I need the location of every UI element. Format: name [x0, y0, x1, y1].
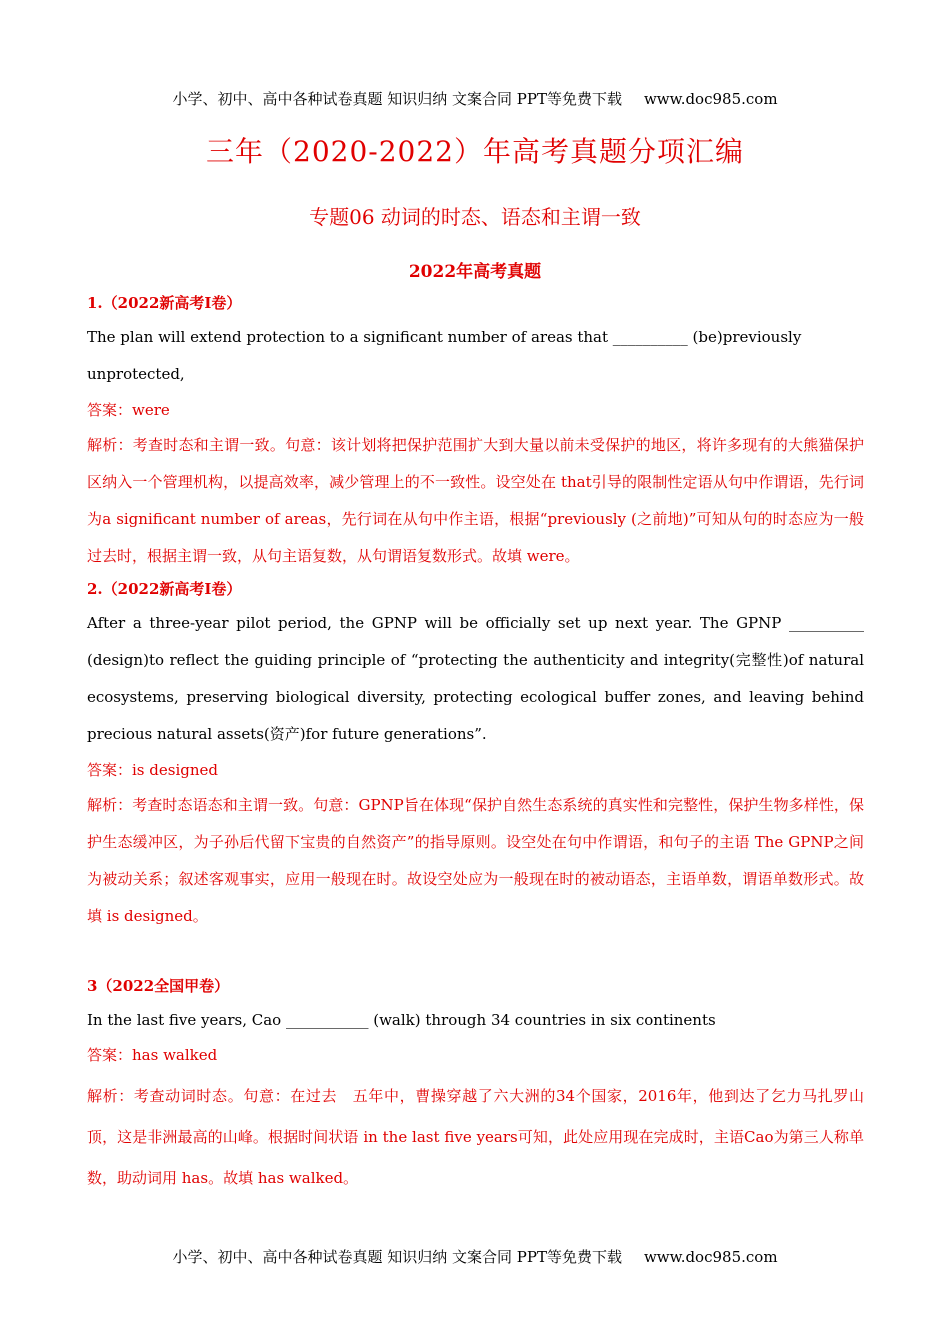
explanation-text: 解析：考查时态语态和主谓一致。句意：GPNP旨在体现“保护自然生态系统的真实性和完整性，保护生物多样性，保护生态缓冲区，为子孙后代留下宝贵的自然资产”的指导原则。设空处在句中作谓语，和句子的主语 The GPNP之间为被动关系；叙述客观事实，应用一般现在时。故设空处应为一般现在时的被动语态，主语单数，谓语单数形式。故填 is designed。	[87, 796, 864, 925]
question-text: In the last five years, Cao ___________ (walk) through 34 countries in six continents	[87, 1011, 716, 1029]
question-heading: 2.（2022新高考I卷）	[87, 580, 242, 598]
question-text: The plan will extend protection to a significant number of areas that __________ (be)previously unprotected,	[87, 328, 802, 383]
answer-text: 答案：were	[87, 401, 170, 419]
header-text: 小学、初中、高中各种试卷真题 知识归纳 文案合同 PPT等免费下载	[172, 90, 622, 108]
question-block	[87, 573, 864, 935]
explanation-text: 解析：考查时态和主谓一致。句意：该计划将把保护范围扩大到大量以前未受保护的地区，将许多现有的大熊猫保护区纳入一个管理机构，以提高效率，减少管理上的不一致性。设空处在 that引导的限制性定语从句中作谓语，先行词为a significant number of areas，先行词在从句中作主语，根据“previously (之前地)”可知从句的时态应为一般过去时，根据主谓一致，从句主语复数，从句谓语复数形式。故填 were。	[87, 436, 864, 565]
header-site[interactable]: www.doc985.com	[643, 90, 778, 108]
question-heading: 1.（2022新高考I卷）	[87, 294, 242, 312]
page-title: 三年（2020-2022）年高考真题分项汇编	[206, 135, 744, 168]
footer-text: 小学、初中、高中各种试卷真题 知识归纳 文案合同 PPT等免费下载	[172, 1248, 622, 1266]
question-text: After a three-year pilot period, the GPNP will be officially set up next year. The GPNP __________ (design)to reflect the guiding principle of “protecting the authenticity and integrity(完整性)of natural ecosystems, preserving biological diversity, protecting ecological buffer zones, and leaving behind precious natural assets(资产)for future generations”.	[87, 614, 864, 743]
footer-site[interactable]: www.doc985.com	[643, 1248, 778, 1266]
page-header	[0, 88, 950, 109]
page-subtitle: 专题06 动词的时态、语态和主谓一致	[309, 205, 641, 229]
question-block	[87, 287, 864, 575]
question-heading: 3（2022全国甲卷）	[87, 977, 230, 995]
answer-text: 答案：has walked	[87, 1046, 218, 1064]
explanation-text: 解析：考查动词时态。句意：在过去 五年中，曹操穿越了六大洲的34个国家，2016年，他到达了乞力马扎罗山顶，这是非洲最高的山峰。根据时间状语 in the last five years可知，此处应用现在完成时，主语Cao为第三人称单数，助动词用 has。故填 has walked。	[87, 1087, 864, 1187]
section-heading: 2022年高考真题	[408, 262, 542, 282]
question-block	[87, 970, 864, 1199]
page-footer	[0, 1246, 950, 1267]
answer-text: 答案：is designed	[87, 761, 218, 779]
